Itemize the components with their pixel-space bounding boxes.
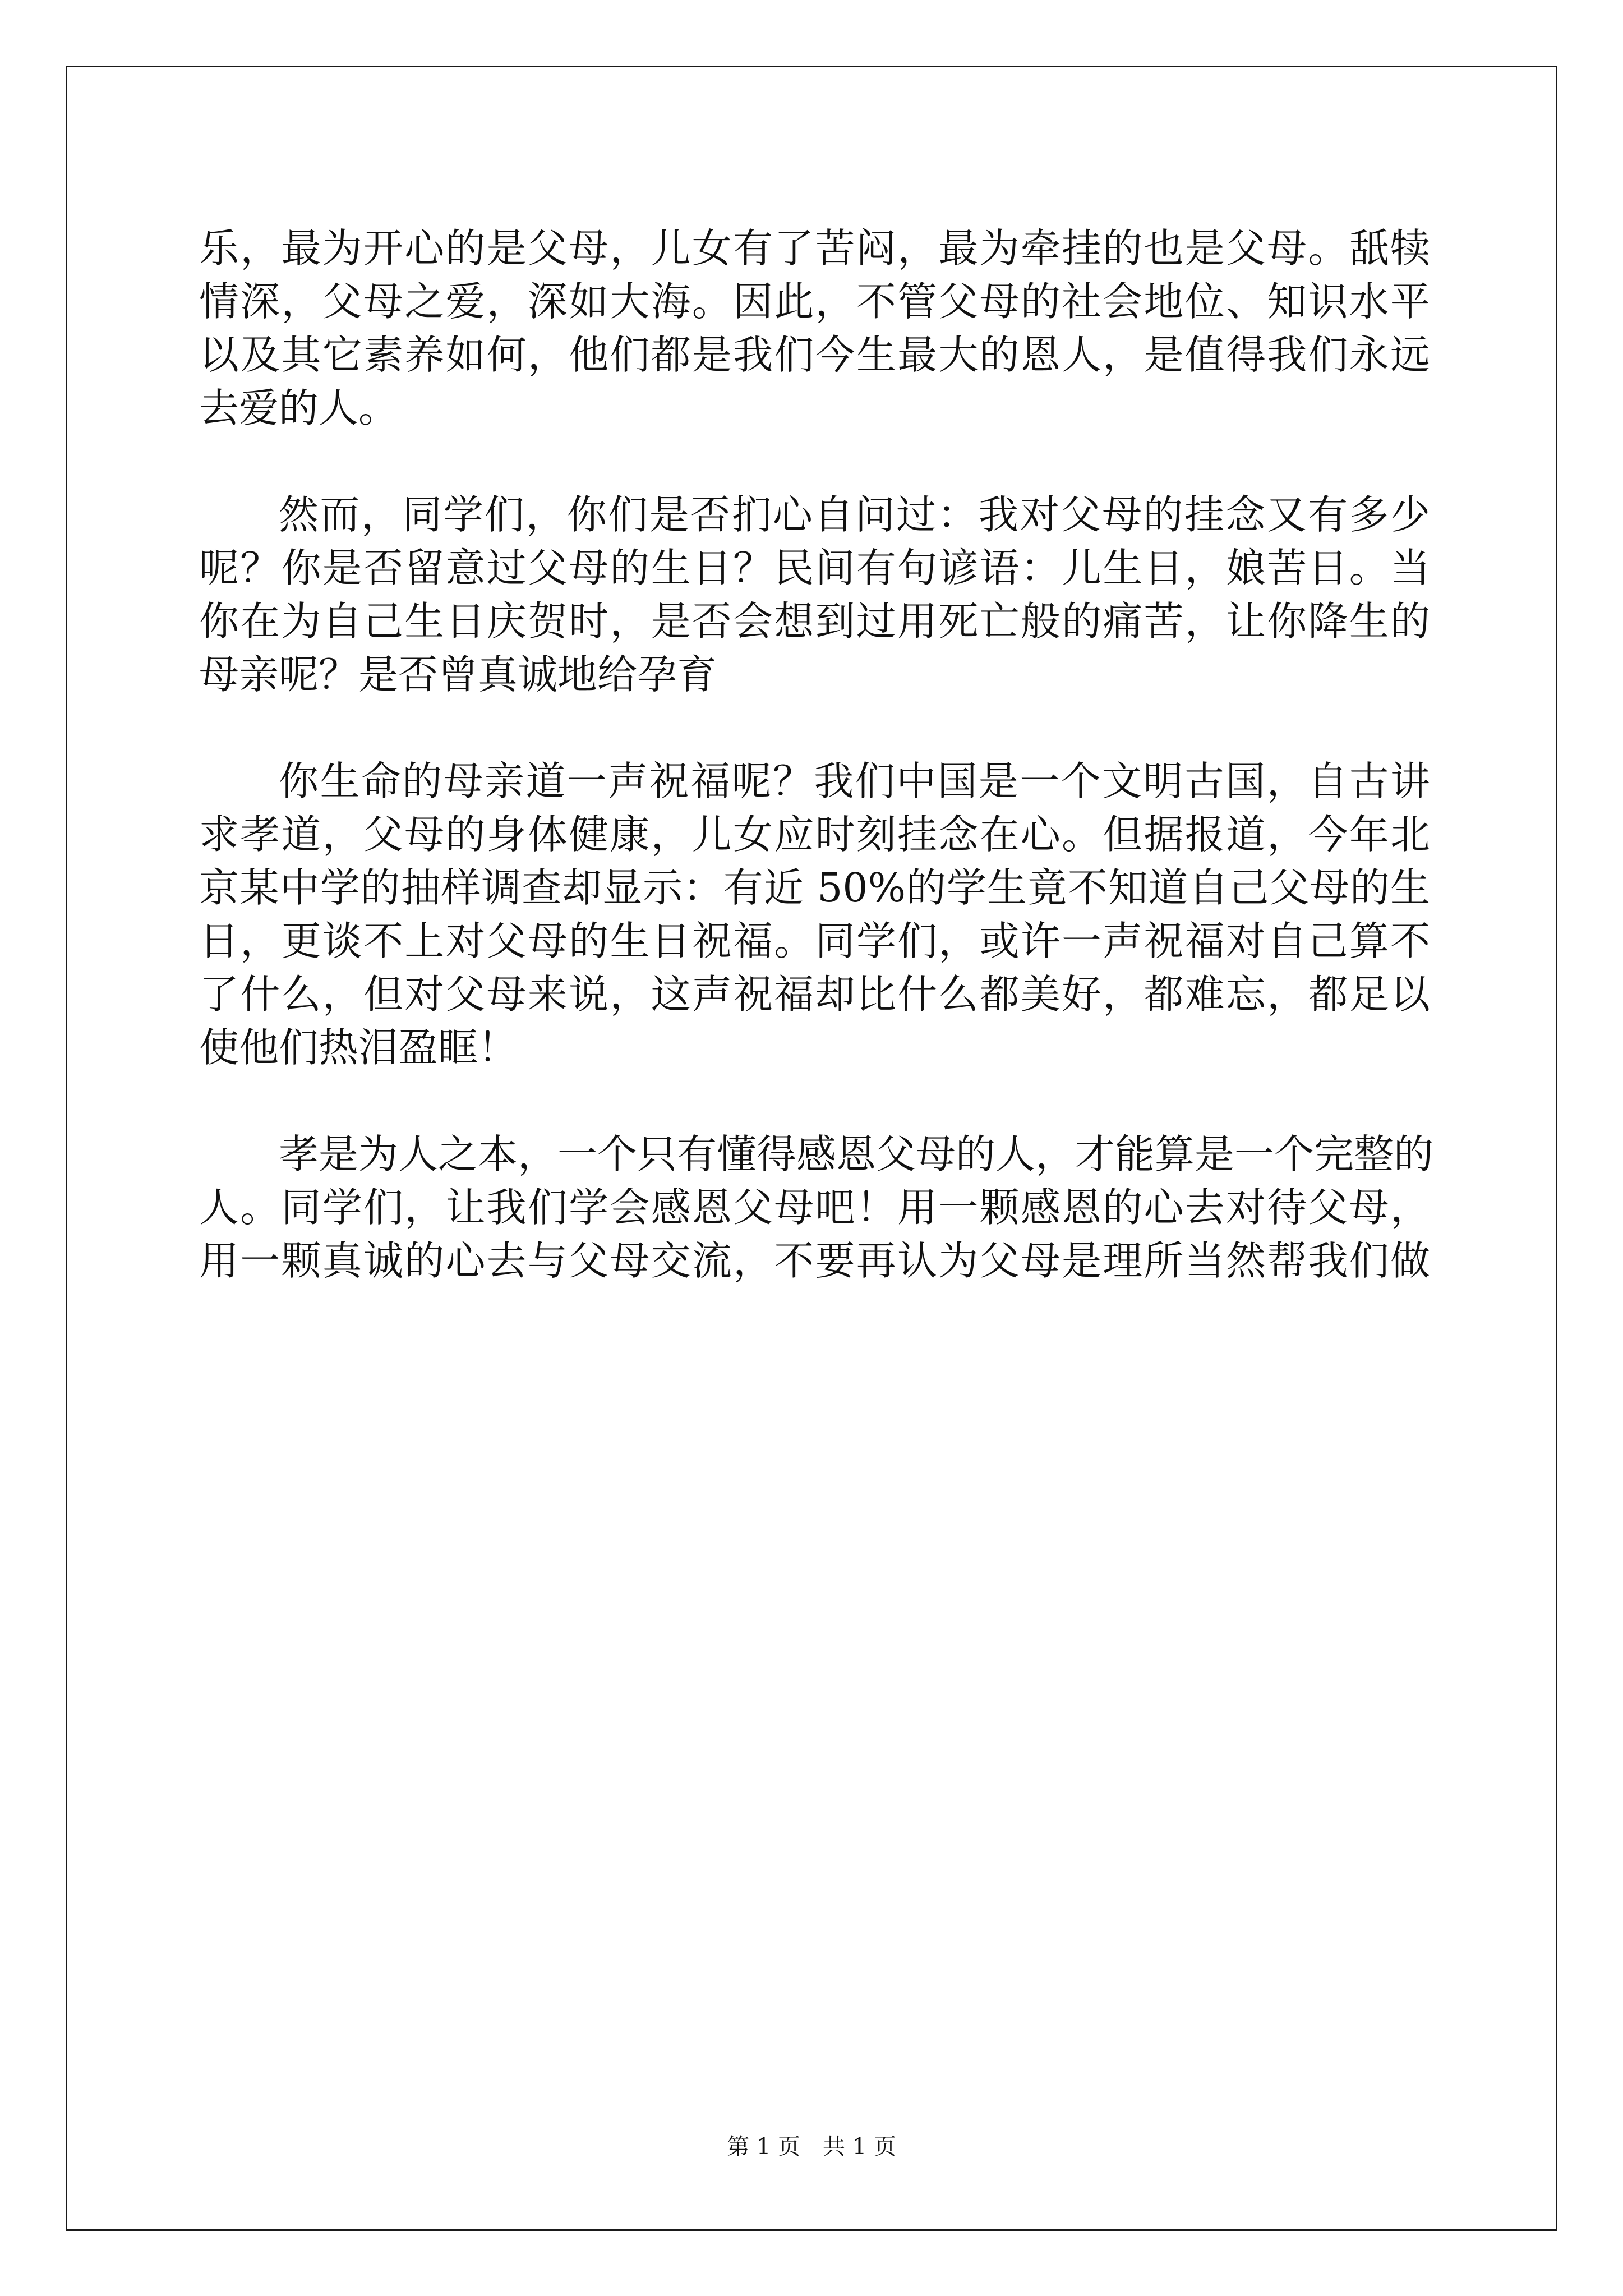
text-line: 呢？你是否留意过父母的生日？民间有句谚语：儿生日，娘苦日。当 — [199, 545, 1430, 591]
text-line: 京某中学的抽样调查却显示：有近 50%的学生竟不知道自己父母的生 — [199, 864, 1430, 911]
text-line: 情深，父母之爱，深如大海。因此，不管父母的社会地位、知识水平 — [199, 278, 1430, 325]
page-number: 第 1 页 共 1 页 — [727, 2134, 896, 2160]
text-line: 使他们热泪盈眶！ — [199, 1024, 518, 1071]
paragraph — [199, 1128, 1434, 1287]
document-body — [199, 222, 1434, 1287]
paragraph — [199, 488, 1430, 701]
text-line: 你在为自己生日庆贺时，是否会想到过用死亡般的痛苦，让你降生的 — [199, 598, 1430, 645]
text-line: 孝是为人之本，一个只有懂得感恩父母的人，才能算是一个完整的 — [279, 1131, 1434, 1177]
text-line: 用一颗真诚的心去与父母交流，不要再认为父母是理所当然帮我们做 — [199, 1237, 1430, 1284]
text-line: 然而，同学们，你们是否扪心自问过：我对父母的挂念又有多少 — [279, 491, 1430, 538]
text-line: 母亲呢？是否曾真诚地给孕育 — [199, 651, 717, 698]
text-line: 乐，最为开心的是父母，儿女有了苦闷，最为牵挂的也是父母。舐犊 — [199, 225, 1430, 272]
text-line: 以及其它素养如何，他们都是我们今生最大的恩人，是值得我们永远 — [199, 332, 1430, 378]
text-line: 求孝道，父母的身体健康，儿女应时刻挂念在心。但据报道，今年北 — [199, 811, 1430, 858]
paragraph — [199, 754, 1430, 1074]
paragraph — [199, 222, 1430, 435]
page-footer — [0, 2129, 1623, 2161]
text-line: 去爱的人。 — [199, 385, 399, 431]
text-line: 日，更谈不上对父母的生日祝福。同学们，或许一声祝福对自己算不 — [199, 918, 1430, 964]
text-line: 了什么，但对父母来说，这声祝福却比什么都美好，都难忘，都足以 — [199, 971, 1430, 1018]
text-line: 人。同学们，让我们学会感恩父母吧！用一颗感恩的心去对待父母， — [199, 1184, 1430, 1231]
text-line: 你生命的母亲道一声祝福呢？我们中国是一个文明古国，自古讲 — [279, 758, 1430, 804]
